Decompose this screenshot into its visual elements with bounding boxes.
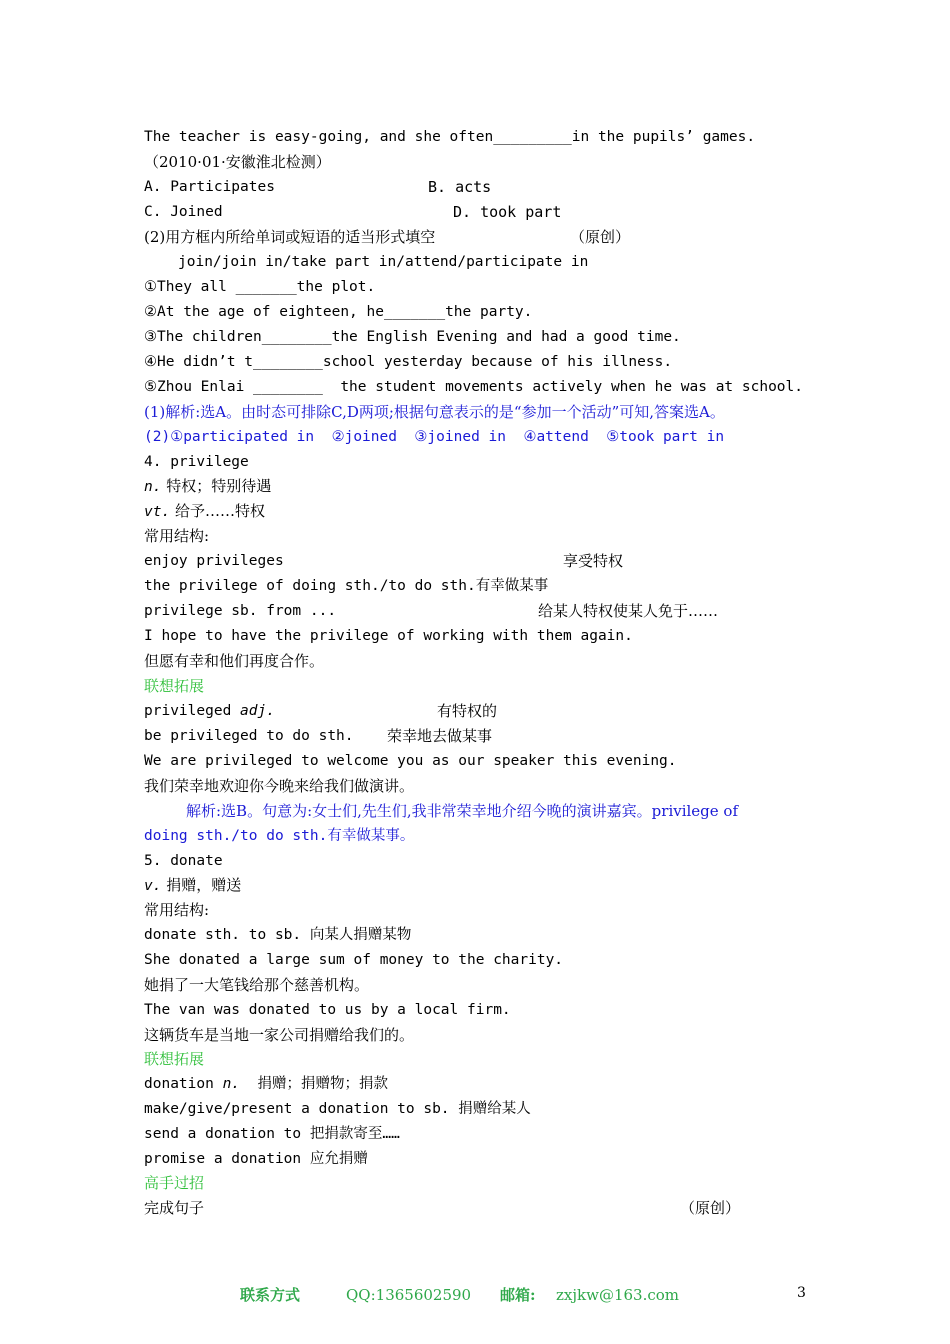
sentence-3: ③The children________the English Evening and had a good time. bbox=[144, 329, 681, 345]
word-privileged-zh: 有特权的 bbox=[437, 702, 498, 720]
answer-3-line2: doing sth./to do sth.有幸做某事。 bbox=[144, 828, 415, 844]
example-3-en: She donated a large sum of money to the charity. bbox=[144, 952, 564, 968]
footer-qq: QQ:1365602590 bbox=[346, 1286, 472, 1304]
pos-label: n. bbox=[144, 479, 162, 495]
footer-email: zxjkw@163.com bbox=[556, 1286, 679, 1304]
def-verb-donate bbox=[144, 875, 241, 896]
phrase-be-privileged: be privileged to do sth. bbox=[144, 728, 354, 744]
word-donation bbox=[144, 1074, 388, 1094]
sentence-1: ①They all _______the plot. bbox=[144, 279, 376, 295]
definition: 捐赠，赠送 bbox=[166, 876, 242, 894]
phrase-be-privileged-zh: 荣幸地去做某事 bbox=[387, 727, 493, 745]
definition: 给予……特权 bbox=[174, 502, 265, 520]
pos-label: v. bbox=[144, 878, 162, 894]
phrase-send-donation: send a donation to 把捐款寄至…… bbox=[144, 1126, 400, 1142]
option-b: B. acts bbox=[428, 178, 492, 196]
question-stem: The teacher is easy-going, and she often_________in the pupils’ games. bbox=[144, 129, 756, 145]
definition: 特权；特别待遇 bbox=[166, 477, 272, 495]
complete-tag: （原创） bbox=[680, 1199, 741, 1217]
option-c: C. Joined bbox=[144, 204, 223, 220]
heading-privilege: 4. privilege bbox=[144, 454, 249, 470]
word-privileged bbox=[144, 701, 275, 721]
complete-sentences-label: 完成句子 bbox=[144, 1199, 205, 1217]
answer-2: (2)①participated in ②joined ③joined in ④attend ⑤took part in bbox=[144, 429, 725, 445]
heading-donate: 5. donate bbox=[144, 853, 223, 869]
pos-label: n. bbox=[222, 1076, 241, 1092]
section-label-association: 联想拓展 bbox=[144, 677, 205, 695]
example-3-zh: 她捐了一大笔钱给那个慈善机构。 bbox=[144, 976, 370, 994]
page-number: 3 bbox=[797, 1285, 806, 1301]
phrase-enjoy-zh: 享受特权 bbox=[563, 552, 624, 570]
word: donation bbox=[144, 1076, 214, 1092]
sentence-4: ④He didn’t t________school yesterday because of his illness. bbox=[144, 354, 673, 370]
footer-email-label: 邮箱: bbox=[500, 1286, 536, 1304]
sentence-5: ⑤Zhou Enlai ________ the student movements actively when he was at school. bbox=[144, 379, 803, 395]
answer-3-line1: 解析:选B。句意为:女士们,先生们,我非常荣幸地介绍今晚的演讲嘉宾。privilege of bbox=[186, 802, 739, 820]
phrase-promise-donation: promise a donation 应允捐赠 bbox=[144, 1151, 368, 1167]
example-1-en: I hope to have the privilege of working with them again. bbox=[144, 628, 633, 644]
phrase-enjoy: enjoy privileges bbox=[144, 553, 284, 569]
pos-label: vt. bbox=[144, 504, 171, 520]
section-label-association: 联想拓展 bbox=[144, 1050, 205, 1068]
common-structures-label: 常用结构: bbox=[144, 527, 210, 545]
example-4-en: The van was donated to us by a local firm. bbox=[144, 1002, 511, 1018]
q2-title: (2)用方框内所给单词或短语的适当形式填空 bbox=[144, 228, 436, 246]
phrase-privilege-from-zh: 给某人特权使某人免于…… bbox=[538, 602, 719, 620]
def-noun bbox=[144, 476, 271, 497]
common-structures-label: 常用结构: bbox=[144, 901, 210, 919]
word: privileged bbox=[144, 703, 232, 719]
example-1-zh: 但愿有幸和他们再度合作。 bbox=[144, 652, 325, 670]
q2-word-box: join/join in/take part in/attend/participate in bbox=[178, 254, 589, 270]
def-verb bbox=[144, 501, 265, 522]
phrase-donate-to: donate sth. to sb. 向某人捐赠某物 bbox=[144, 927, 412, 943]
option-a: A. Participates bbox=[144, 179, 275, 195]
phrase-make-donation: make/give/present a donation to sb. 捐赠给某人 bbox=[144, 1101, 531, 1117]
example-4-zh: 这辆货车是当地一家公司捐赠给我们的。 bbox=[144, 1026, 415, 1044]
question-source: （2010·01·安徽淮北检测） bbox=[144, 153, 331, 171]
phrase-privilege-doing: the privilege of doing sth./to do sth.有幸做某事 bbox=[144, 578, 549, 594]
answer-1: (1)解析:选A。由时态可排除C,D两项;根据句意表示的是“参加一个活动”可知,答案选A。 bbox=[144, 403, 725, 421]
footer-contact-label: 联系方式 bbox=[240, 1286, 301, 1304]
option-d: D. took part bbox=[453, 203, 562, 221]
definition: 捐赠；捐赠物；捐款 bbox=[257, 1076, 389, 1092]
q2-tag: （原创） bbox=[570, 228, 631, 246]
pos-label: adj. bbox=[240, 703, 275, 719]
sentence-2: ②At the age of eighteen, he_______the party. bbox=[144, 304, 533, 320]
example-2-zh: 我们荣幸地欢迎你今晚来给我们做演讲。 bbox=[144, 777, 415, 795]
phrase-privilege-from: privilege sb. from ... bbox=[144, 603, 337, 619]
example-2-en: We are privileged to welcome you as our speaker this evening. bbox=[144, 753, 677, 769]
section-label-master: 高手过招 bbox=[144, 1174, 205, 1192]
